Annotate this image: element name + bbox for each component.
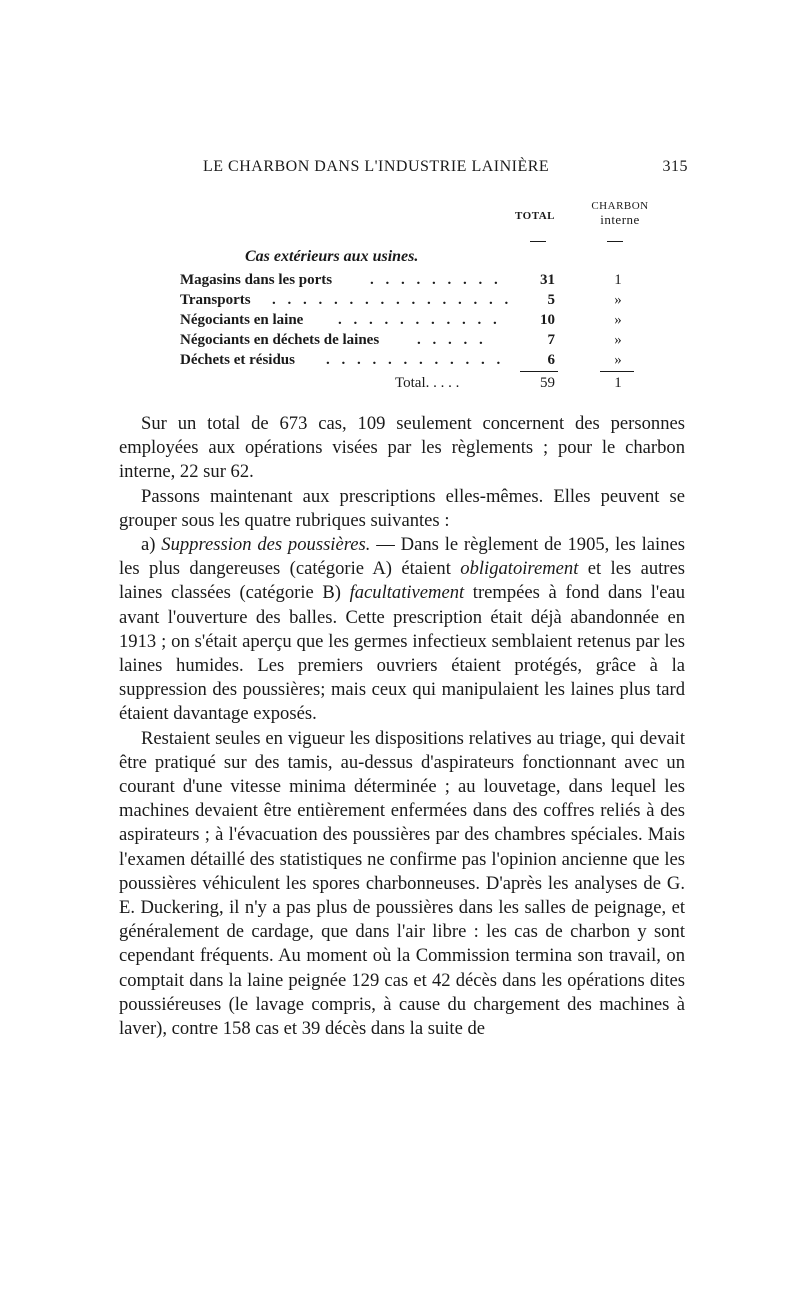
total-rule — [520, 371, 558, 372]
body-text — [119, 412, 685, 1041]
statistics-table — [180, 272, 700, 395]
column-header-charbon-line1: CHARBON — [591, 200, 649, 212]
charbon-rule — [600, 371, 634, 372]
column-dash-charbon — [607, 241, 623, 242]
column-header-charbon-line2: interne — [600, 212, 640, 227]
section-title: Cas extérieurs aux usines. — [245, 248, 419, 265]
page-header — [203, 158, 688, 182]
table-row: Transports . . . . . . . . . . . . . . . . 5 » — [180, 292, 622, 308]
paragraph-a: a) Suppression des poussières. — Dans le règlement de 1905, les laines les plus dangereuses (catégorie A) étaient obligatoirement et les autres laines classées (catégorie B) facultativement trempées à fond dans l'eau avant l'ouverture des balles. Cette prescription était déjà abandonnée en 1913 ; on s'était aperçu que les germes infectieux semblaient retenus par les laines humides. Les premiers ouvriers étaient protégés, grâce à la suppression des poussières; mais ceux qui manipulaient les laines plus tard étaient davantage exposés. — [119, 534, 686, 725]
paragraph: Sur un total de 673 cas, 109 seulement concernent des personnes employées aux opérations visées par les règlements ; pour le charbon interne, 22 sur 62. — [119, 413, 685, 483]
table-row: Négociants en laine . . . . . . . . . . . 10 » — [180, 312, 622, 328]
table-row: Négociants en déchets de laines . . . . . 7 » — [180, 332, 622, 348]
column-dash-total — [530, 241, 546, 242]
running-title: LE CHARBON DANS L'INDUSTRIE LAINIÈRE — [203, 158, 550, 175]
table-row: Magasins dans les ports . . . . . . . . . 31 1 — [180, 272, 622, 288]
paragraph-heading: Suppression des poussières. — [161, 534, 371, 556]
paragraph: Passons maintenant aux prescriptions elles-mêmes. Elles peuvent se grouper sous les quatre rubriques suivantes : — [119, 485, 685, 531]
column-header-charbon — [575, 200, 665, 226]
table-total-row: Total. . . . . 59 1 — [395, 375, 622, 391]
paragraph: Restaient seules en vigueur les dispositions relatives au triage, qui devait être pratiqué sur des tamis, au-dessus d'aspirateurs fonctionnant avec un courant d'une vitesse minima déterminée ; au louvetage, dans lequel les machines devaient être entièrement enfermées dans des coffres reliés à des aspirateurs ; à l'évacuation des poussières par des chambres spéciales. Mais l'examen détaillé des statistiques ne confirme pas l'opinion ancienne que les poussières véhiculent les spores charbonneuses. D'après les analyses de G. E. Duckering, il n'y a pas plus de poussières dans les salles de peignage, et généralement de cardage, que dans l'air libre : les cas de charbon y sont cependant fréquents. Au moment où la Commission termina son travail, on comptait dans la laine peignée 129 cas et 42 décès dans les opérations dites poussiéreuses (le lavage compris, à cause du chargement des machines à laver), contre 158 cas et 39 décès dans la suite de — [119, 727, 685, 1040]
table-row: Déchets et résidus . . . . . . . . . . . . 6 » — [180, 352, 622, 368]
page-number: 315 — [662, 158, 688, 175]
column-header-total: TOTAL — [515, 210, 555, 222]
